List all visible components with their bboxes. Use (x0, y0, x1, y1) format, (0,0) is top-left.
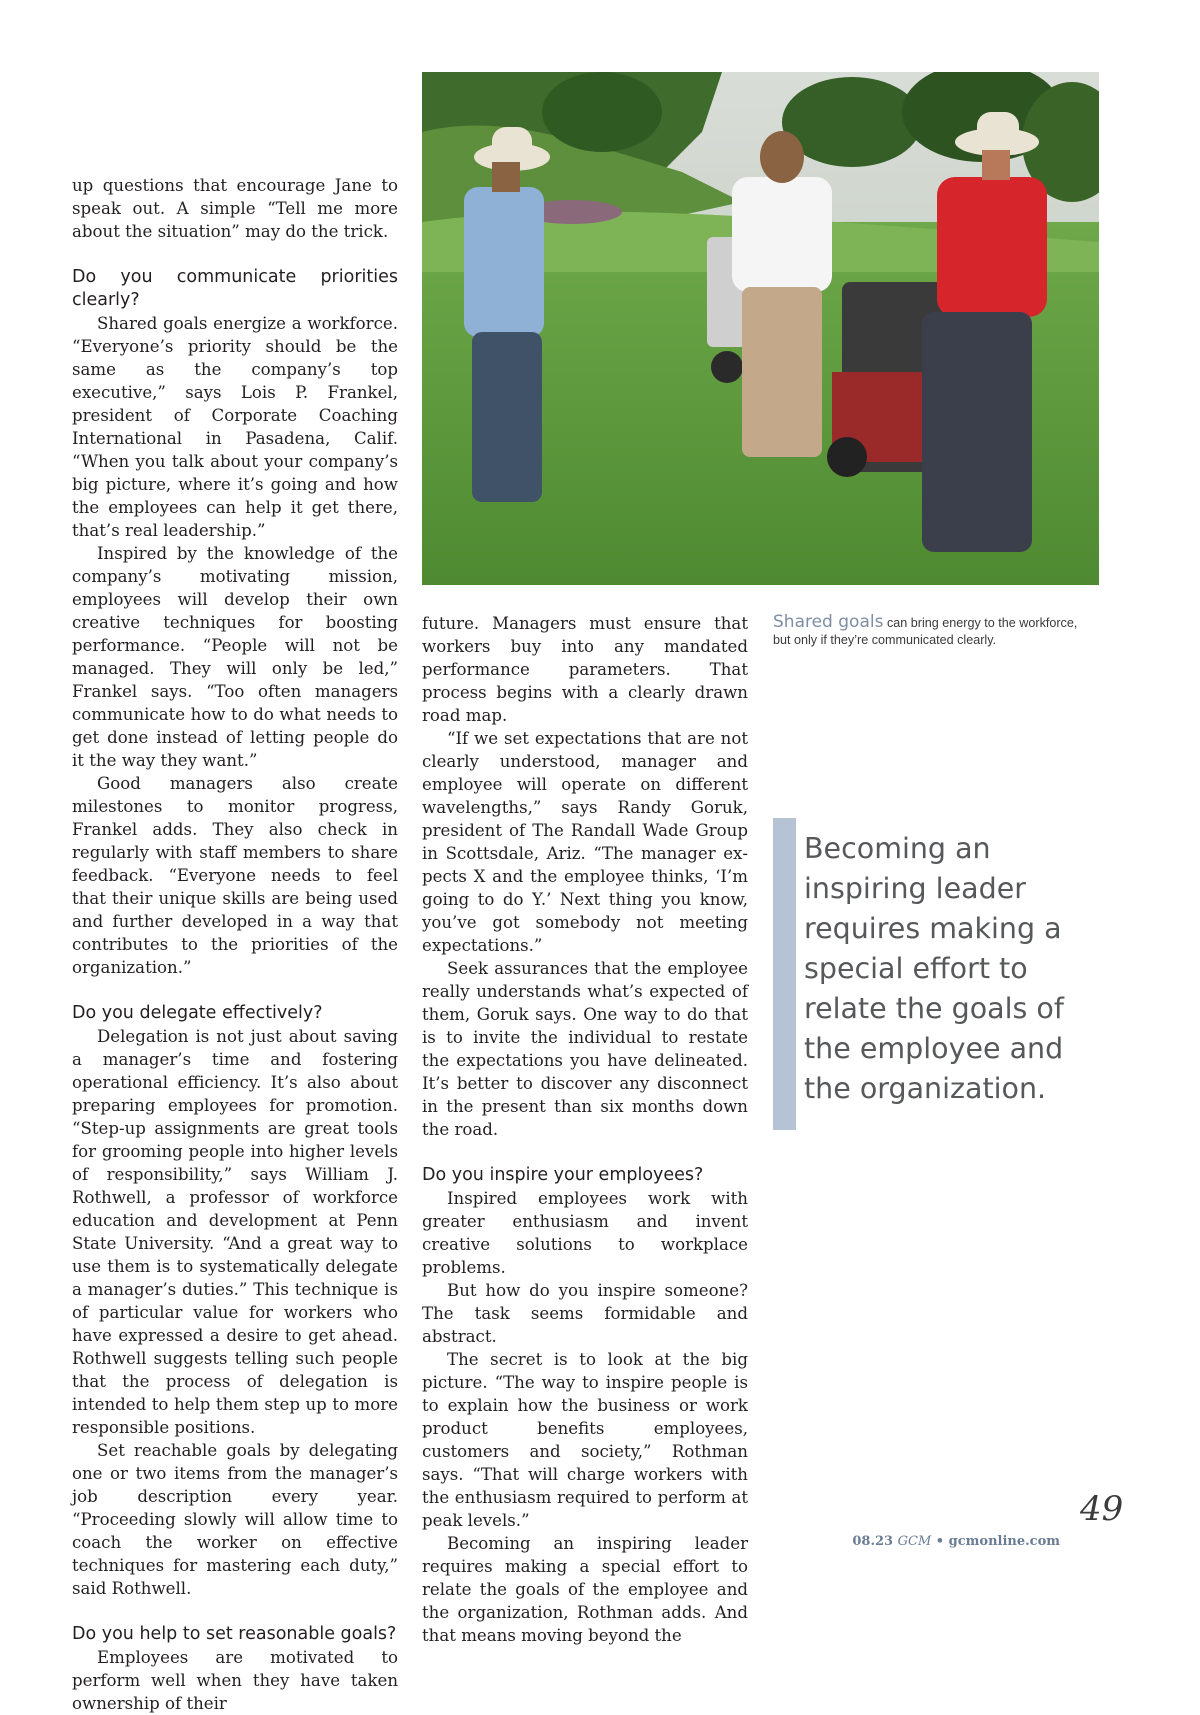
pull-quote-bar (773, 818, 796, 1130)
subhead-inspire: Do you inspire your employees? (422, 1165, 704, 1185)
article-column-left (72, 174, 398, 1715)
paragraph-goals-1: Employees are motivated to perform well when they have taken ownership of their (72, 1648, 398, 1713)
paragraph-delegate-2: Set reachable goals by delegating one or two items from the manager’s job description every year. “Proceeding slowly will allow time to coach the worker on effective techniques for mastering each duty,” said Rothwell. (72, 1441, 398, 1598)
pull-quote: Becoming an inspiring leader requires making a special effort to relate the goals of the employee and the organization. (804, 832, 1064, 1105)
paragraph-inspire-3: The secret is to look at the big picture. “The way to inspire people is to explain how the business or work product benefits employees, customers and society,” Rothman says. “That will charge workers with the enthusiasm required to perform at peak levels.” (422, 1350, 748, 1530)
paragraph-priorities-2: Inspired by the knowledge of the company’s motivating mission, employees will develop their own creative techniques for boosting performance. “People will not be managed. They will only be led,” Frankel says. “Too often managers communicate how to do what needs to get done instead of letting people do it the way they want.” (72, 544, 398, 770)
subhead-delegate: Do you delegate effectively? (72, 1003, 323, 1023)
footer-site: gcmonline.com (948, 1534, 1060, 1549)
article-column-middle (422, 612, 748, 1647)
caption-lead: Shared goals (773, 612, 884, 632)
footer-separator: • (935, 1534, 945, 1549)
photo-caption (773, 614, 1083, 649)
paragraph-delegate-1: Delegation is not just about saving a manager’s time and fostering operational efficiency. It’s also about preparing employees for promotion. “Step-up assignments are great tools for grooming people into higher levels of responsibility,” says William J. Rothwell, a professor of workforce education and development at Penn State University. “And a great way to use them is to systematically delegate a manager’s duties.” This technique is of particular value for workers who have expressed a desire to get ahead. Rothwell suggests telling such people that the process of delegation is intended to help them step up to more responsible positions. (72, 1027, 398, 1437)
paragraph-inspire-2: But how do you inspire someone? The task seems formidable and abstract. (422, 1281, 748, 1346)
paragraph-priorities-1: Shared goals energize a workforce. “Everyone’s priority should be the same as the company’s top executive,” says Lois P. Frankel, president of Corporate Coaching International in Pasadena, Calif. “When you talk about your company’s big picture, where it’s going and how the employees can help it get there, that’s real leadership.” (72, 314, 398, 540)
page-footer (852, 1534, 1060, 1549)
photo-three-men-golf-course (422, 72, 1099, 585)
paragraph-expect-1: “If we set expectations that are not clearly understood, manager and employee will operate on different wavelengths,” says Randy Goruk, president of The Randall Wade Group in Scottsdale, Ariz. “The manager expects X and the employee thinks, ‘I’m going to do Y.’ Next thing you know, you’ve got somebody not meeting expectations.” (422, 729, 748, 955)
paragraph-inspire-1: Inspired employees work with greater enthusiasm and invent creative solutions to workplace problems. (422, 1189, 748, 1277)
paragraph-inspire-4: Becoming an inspiring leader requires making a special effort to relate the goals of the employee and the organization, Rothman adds. And that means moving beyond the (422, 1534, 748, 1645)
footer-issue: 08.23 (852, 1534, 894, 1549)
paragraph-future: future. Managers must ensure that workers buy into any mandated performance parameters. That process begins with a clearly drawn road map. (422, 614, 748, 725)
paragraph-expect-2: Seek assurances that the employee really understands what’s expected of them, Goruk says. One way to do that is to invite the individual to restate the expectations you have delineated. It’s better to discover any disconnect in the present than six months down the road. (422, 959, 748, 1139)
caption-text: can bring energy to the workforce, but only if they’re communicated clearly. (773, 616, 1078, 647)
page-number: 49 (1080, 1489, 1124, 1529)
subhead-goals: Do you help to set reasonable goals? (72, 1624, 397, 1644)
paragraph-intro: up questions that encourage Jane to speak out. A simple “Tell me more about the situation” may do the trick. (72, 176, 398, 241)
paragraph-priorities-3: Good managers also create milestones to monitor progress, Frankel adds. They also check in regularly with staff members to share feedback. “Everyone needs to feel that their unique skills are being used and further developed in a way that contributes to the priorities of the organization.” (72, 774, 398, 977)
subhead-priorities: Do you communicate priorities clearly? (72, 267, 398, 310)
footer-magazine: GCM (897, 1534, 932, 1549)
